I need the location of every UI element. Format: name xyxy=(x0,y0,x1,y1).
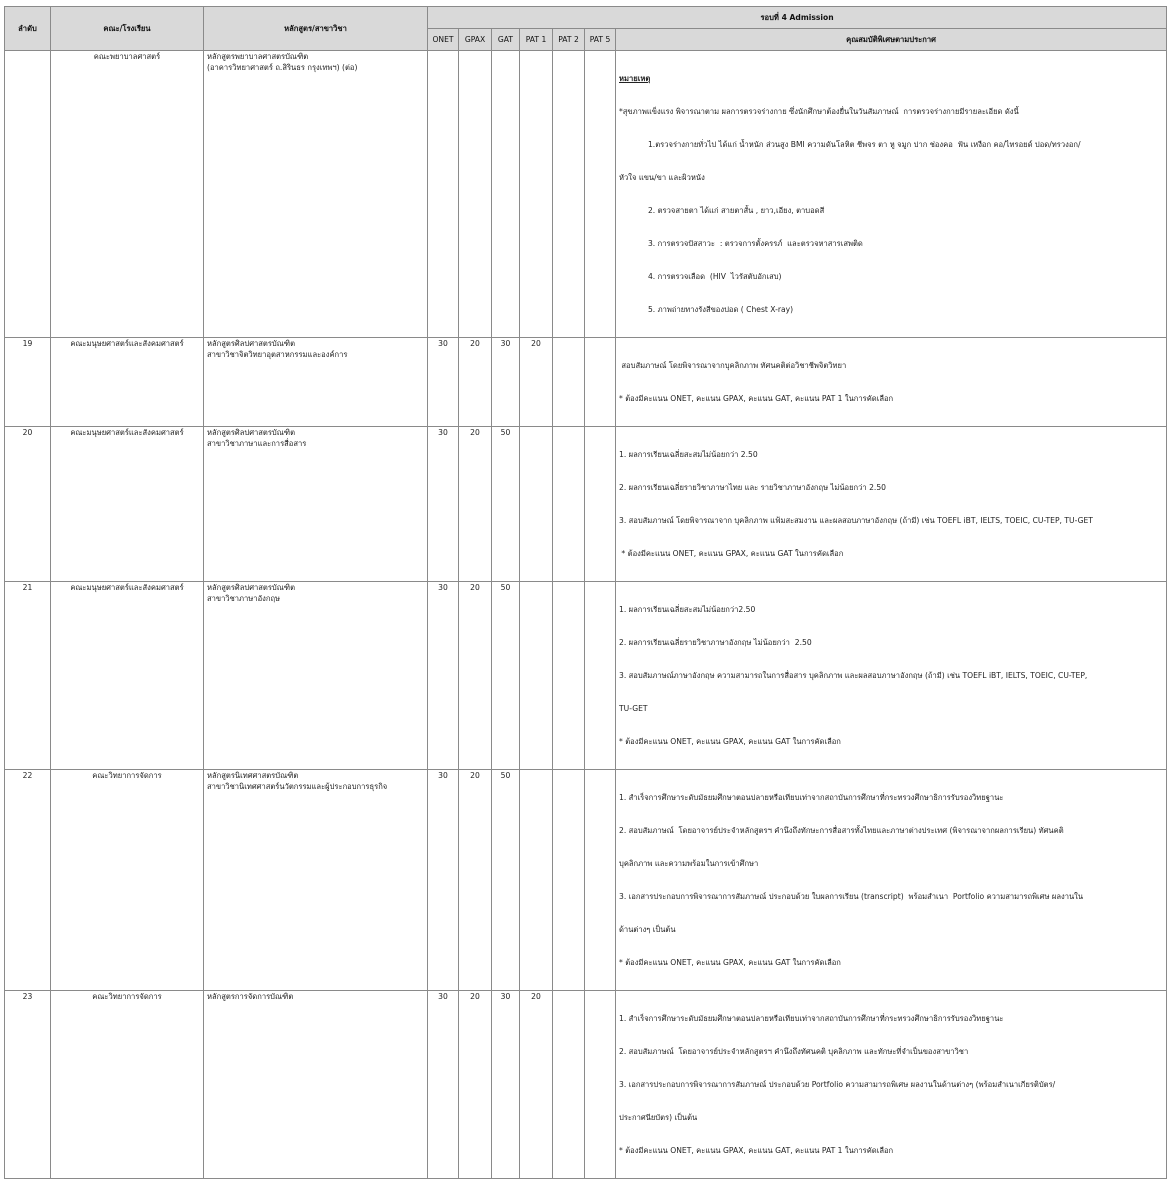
program-degree: หลักสูตรศิลปศาสตรบัณฑิต xyxy=(207,339,296,348)
score-gat: 50 xyxy=(492,770,520,991)
row-program xyxy=(204,991,428,1179)
header-score-gpax: GPAX xyxy=(459,29,492,51)
requirement-line: 3. สอบสัมภาษณ์ โดยพิจารณาจาก บุคลิกภาพ แฟ้มสะสมงาน และผลสอบภาษาอังกฤษ (ถ้ามี) เช่น TOEFL iBT, IELTS, TOEIC, CU-TEP, TU-GET xyxy=(619,516,1093,525)
score-gpax: 20 xyxy=(459,770,492,991)
program-degree: หลักสูตรศิลปศาสตรบัณฑิต xyxy=(207,583,296,592)
requirement-line: 3. การตรวจปัสสาวะ : ตรวจการตั้งครรภ์ และตรวจหาสารเสพติด xyxy=(619,239,863,248)
score-gpax: 20 xyxy=(459,991,492,1179)
table-row xyxy=(5,338,1167,427)
score-gat: 30 xyxy=(492,991,520,1179)
score-gpax xyxy=(459,51,492,338)
score-pat1 xyxy=(520,770,553,991)
requirement-line: 2. ผลการเรียนเฉลี่ยรายวิชาภาษาไทย และ รายวิชาภาษาอังกฤษ ไม่น้อยกว่า 2.50 xyxy=(619,483,887,492)
score-pat2 xyxy=(553,582,585,770)
table-body xyxy=(5,51,1167,1179)
header-score-pat2: PAT 2 xyxy=(553,29,585,51)
score-onet: 30 xyxy=(428,427,459,582)
header-round: รอบที่ 4 Admission xyxy=(428,7,1167,29)
row-faculty: คณะวิทยาการจัดการ xyxy=(51,991,204,1179)
score-pat5 xyxy=(585,427,616,582)
requirement-line: 2. สอบสัมภาษณ์ โดยอาจารย์ประจำหลักสูตรฯ คำนึงถึงทักษะการสื่อสารทั้งไทยและภาษาต่างประเทศ (พิจารณาจากผลการเรียน) ทัศนคติ xyxy=(619,826,1064,835)
score-gat: 50 xyxy=(492,427,520,582)
requirement-line: * ต้องมีคะแนน ONET, คะแนน GPAX, คะแนน GAT, คะแนน PAT 1 ในการคัดเลือก xyxy=(619,394,894,403)
row-requirements xyxy=(616,991,1167,1179)
score-pat5 xyxy=(585,338,616,427)
requirement-line: 4. การตรวจเลือด (HIV ไวรัสตับอักเสบ) xyxy=(619,272,782,281)
requirement-line: 3. เอกสารประกอบการพิจารณาการสัมภาษณ์ ประกอบด้วย Portfolio ความสามารถพิเศษ ผลงานในด้านต่างๆ (พร้อมสำเนาเกียรติบัตร/ xyxy=(619,1080,1056,1089)
header-program: หลักสูตร/สาขาวิชา xyxy=(204,7,428,51)
program-major: สาขาวิชานิเทศศาสตร์นวัตกรรมและผู้ประกอบการธุรกิจ xyxy=(207,782,388,791)
score-gpax: 20 xyxy=(459,338,492,427)
score-onet: 30 xyxy=(428,582,459,770)
row-requirements xyxy=(616,770,1167,991)
row-faculty: คณะมนุษยศาสตร์และสังคมศาสตร์ xyxy=(51,338,204,427)
row-program xyxy=(204,770,428,991)
table-header xyxy=(5,7,1167,51)
row-number: 20 xyxy=(5,427,51,582)
program-major: สาขาวิชาภาษาและการสื่อสาร xyxy=(207,439,307,448)
requirement-line: 2. ตรวจสายตา ได้แก่ สายตาสั้น , ยาว,เอียง, ตาบอดสี xyxy=(619,206,825,215)
score-gat xyxy=(492,51,520,338)
score-gat: 50 xyxy=(492,582,520,770)
header-score-pat5: PAT 5 xyxy=(585,29,616,51)
requirement-line: 1. ผลการเรียนเฉลี่ยสะสมไม่น้อยกว่า 2.50 xyxy=(619,450,758,459)
admission-table xyxy=(4,6,1167,1179)
header-score-gat: GAT xyxy=(492,29,520,51)
row-requirements xyxy=(616,338,1167,427)
header-requirements: คุณสมบัติพิเศษตามประกาศ xyxy=(616,29,1167,51)
requirement-line: 3. สอบสัมภาษณ์ภาษาอังกฤษ ความสามารถในการสื่อสาร บุคลิกภาพ และผลสอบภาษาอังกฤษ (ถ้ามี) เช่น TOEFL iBT, IELTS, TOEIC, CU-TEP, xyxy=(619,671,1088,680)
row-faculty: คณะวิทยาการจัดการ xyxy=(51,770,204,991)
score-pat5 xyxy=(585,770,616,991)
header-faculty: คณะ/โรงเรียน xyxy=(51,7,204,51)
score-gpax: 20 xyxy=(459,582,492,770)
score-onet xyxy=(428,51,459,338)
requirement-line: 3. เอกสารประกอบการพิจารณาการสัมภาษณ์ ประกอบด้วย ใบผลการเรียน (transcript) พร้อมสำเนา Portfolio ความสามารถพิเศษ ผลงานใน xyxy=(619,892,1084,901)
score-pat5 xyxy=(585,991,616,1179)
header-score-pat1: PAT 1 xyxy=(520,29,553,51)
row-number: 23 xyxy=(5,991,51,1179)
table-row xyxy=(5,770,1167,991)
score-onet: 30 xyxy=(428,770,459,991)
row-number: 21 xyxy=(5,582,51,770)
score-pat2 xyxy=(553,991,585,1179)
score-pat2 xyxy=(553,338,585,427)
row-program xyxy=(204,338,428,427)
requirement-line: 1.ตรวจร่างกายทั่วไป ได้แก่ น้ำหนัก ส่วนสูง BMI ความดันโลหิต ชีพจร ตา หู จมูก ปาก ช่องคอ ฟัน เหงือก คอ/ไทรอยด์ ปอด/ทรวงอก/ xyxy=(619,140,1081,149)
table-row xyxy=(5,582,1167,770)
program-major: (อาคารวิทยาศาสตร์ ถ.สิรินธร กรุงเทพฯ) (ต่อ) xyxy=(207,63,358,72)
requirement-line: 2. ผลการเรียนเฉลี่ยรายวิชาภาษาอังกฤษ ไม่น้อยกว่า 2.50 xyxy=(619,638,812,647)
score-onet: 30 xyxy=(428,338,459,427)
requirement-line: 1. สำเร็จการศึกษาระดับมัธยมศึกษาตอนปลายหรือเทียบเท่าจากสถาบันการศึกษาที่กระทรวงศึกษาธิการรับรองวิทยฐานะ xyxy=(619,1014,1004,1023)
requirements-note-title: หมายเหตุ xyxy=(619,74,651,83)
row-faculty: คณะพยาบาลศาสตร์ xyxy=(51,51,204,338)
program-degree: หลักสูตรพยาบาลศาสตรบัณฑิต xyxy=(207,52,309,61)
table-row xyxy=(5,51,1167,338)
program-degree: หลักสูตรการจัดการบัณฑิต xyxy=(207,992,294,1001)
row-program xyxy=(204,427,428,582)
score-pat1 xyxy=(520,582,553,770)
row-requirements xyxy=(616,582,1167,770)
requirement-line: 1. สำเร็จการศึกษาระดับมัธยมศึกษาตอนปลายหรือเทียบเท่าจากสถาบันการศึกษาที่กระทรวงศึกษาธิการรับรองวิทยฐานะ xyxy=(619,793,1004,802)
requirement-line: บุคลิกภาพ และความพร้อมในการเข้าศึกษา xyxy=(619,859,759,868)
row-requirements xyxy=(616,427,1167,582)
requirement-line: 2. สอบสัมภาษณ์ โดยอาจารย์ประจำหลักสูตรฯ คำนึงถึงทัศนคติ บุคลิกภาพ และทักษะที่จำเป็นของสาขาวิชา xyxy=(619,1047,969,1056)
table-row xyxy=(5,427,1167,582)
program-degree: หลักสูตรศิลปศาสตรบัณฑิต xyxy=(207,428,296,437)
score-pat2 xyxy=(553,427,585,582)
requirement-line: 5. ภาพถ่ายทางรังสีของปอด ( Chest X-ray) xyxy=(619,305,794,314)
score-pat2 xyxy=(553,770,585,991)
header-order: ลำดับ xyxy=(5,7,51,51)
score-pat2 xyxy=(553,51,585,338)
row-requirements xyxy=(616,51,1167,338)
header-score-onet: ONET xyxy=(428,29,459,51)
row-faculty: คณะมนุษยศาสตร์และสังคมศาสตร์ xyxy=(51,582,204,770)
score-pat1: 20 xyxy=(520,338,553,427)
requirement-line: * ต้องมีคะแนน ONET, คะแนน GPAX, คะแนน GAT ในการคัดเลือก xyxy=(619,737,841,746)
score-onet: 30 xyxy=(428,991,459,1179)
requirement-line: * ต้องมีคะแนน ONET, คะแนน GPAX, คะแนน GAT ในการคัดเลือก xyxy=(619,549,844,558)
row-number: 22 xyxy=(5,770,51,991)
row-program xyxy=(204,582,428,770)
requirement-line: ด้านต่างๆ เป็นต้น xyxy=(619,925,676,934)
row-number xyxy=(5,51,51,338)
requirement-line: * ต้องมีคะแนน ONET, คะแนน GPAX, คะแนน GAT, คะแนน PAT 1 ในการคัดเลือก xyxy=(619,1146,894,1155)
score-gat: 30 xyxy=(492,338,520,427)
score-pat5 xyxy=(585,582,616,770)
row-program xyxy=(204,51,428,338)
row-faculty: คณะมนุษยศาสตร์และสังคมศาสตร์ xyxy=(51,427,204,582)
requirement-line: สอบสัมภาษณ์ โดยพิจารณาจากบุคลิกภาพ ทัศนคติต่อวิชาชีพจิตวิทยา xyxy=(619,361,847,370)
program-degree: หลักสูตรนิเทศศาสตรบัณฑิต xyxy=(207,771,299,780)
requirement-line: หัวใจ แขน/ขา และผิวหนัง xyxy=(619,173,705,182)
score-pat5 xyxy=(585,51,616,338)
requirement-line: *สุขภาพแข็งแรง พิจารณาตาม ผลการตรวจร่างกาย ซึ่งนักศึกษาต้องยื่นในวันสัมภาษณ์ การตรวจร่างกายมีรายละเอียด ดังนี้ xyxy=(619,107,1019,116)
score-pat1: 20 xyxy=(520,991,553,1179)
requirement-line: TU-GET xyxy=(619,704,648,713)
requirement-line: ประกาศนียบัตร) เป็นต้น xyxy=(619,1113,698,1122)
row-number: 19 xyxy=(5,338,51,427)
requirement-line: 1. ผลการเรียนเฉลี่ยสะสมไม่น้อยกว่า2.50 xyxy=(619,605,756,614)
requirement-line: * ต้องมีคะแนน ONET, คะแนน GPAX, คะแนน GAT ในการคัดเลือก xyxy=(619,958,841,967)
program-major: สาขาวิชาจิตวิทยาอุตสาหกรรมและองค์การ xyxy=(207,350,348,359)
score-pat1 xyxy=(520,51,553,338)
table-row xyxy=(5,991,1167,1179)
score-gpax: 20 xyxy=(459,427,492,582)
program-major: สาขาวิชาภาษาอังกฤษ xyxy=(207,594,281,603)
score-pat1 xyxy=(520,427,553,582)
